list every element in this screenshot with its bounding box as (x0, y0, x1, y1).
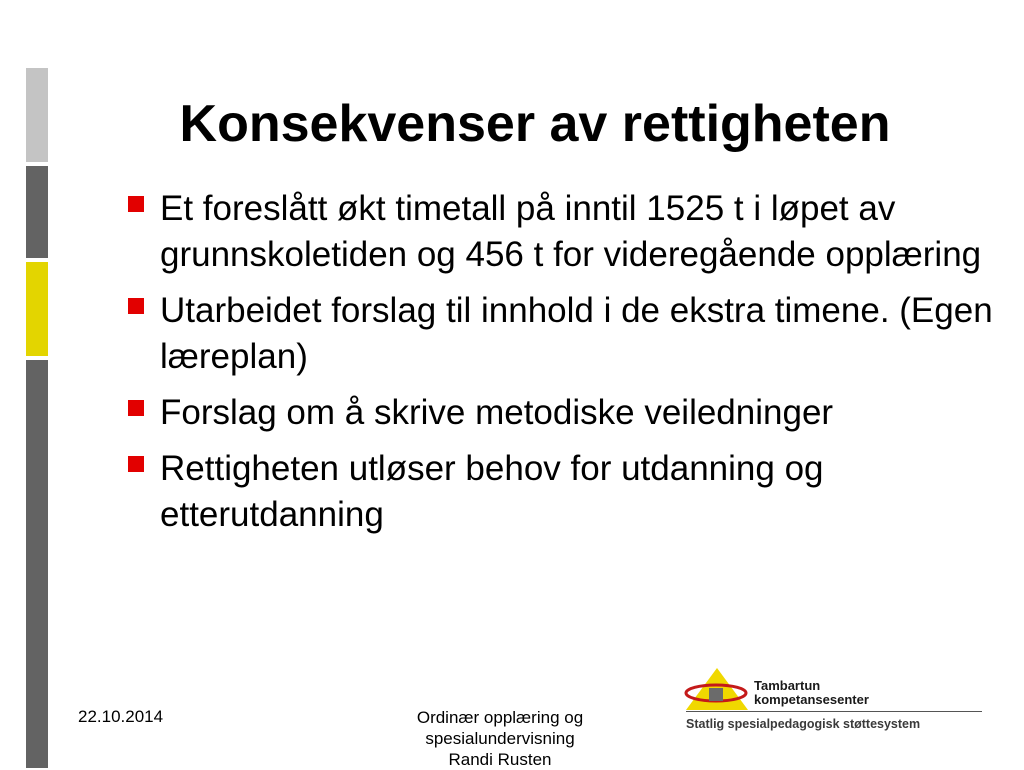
bullet-text: Utarbeidet forslag til innhold i de ekstra timene. (Egen læreplan) (160, 291, 993, 376)
bullet-item (124, 288, 994, 380)
logo-divider (686, 711, 982, 712)
slide-title: Konsekvenser av rettigheten (179, 94, 891, 153)
red-square-bullet-icon (128, 456, 144, 472)
footer-line: spesialundervisning (425, 729, 575, 748)
footer-center-text (395, 707, 605, 770)
red-square-bullet-icon (128, 196, 144, 212)
bullet-text: Et foreslått økt timetall på inntil 1525 t i løpet av grunnskoletiden og 456 t for videregående opplæring (160, 189, 982, 274)
side-bar-segment-light-gray (26, 68, 48, 162)
side-bar-segment-dark-gray-bottom (26, 360, 48, 768)
red-square-bullet-icon (128, 298, 144, 314)
tambartun-emblem-icon (682, 666, 752, 712)
logo-name-line: kompetansesenter (754, 692, 869, 707)
tambartun-logo (682, 666, 982, 736)
bullet-text: Rettigheten utløser behov for utdanning og etterutdanning (160, 449, 824, 534)
side-bar-segment-yellow (26, 262, 48, 356)
bullet-text: Forslag om å skrive metodiske veiledninger (160, 393, 834, 432)
footer-line: Randi Rusten (448, 750, 552, 769)
bullet-item (124, 446, 994, 538)
logo-tagline: Statlig spesialpedagogisk støttesystem (686, 717, 921, 731)
footer-line: Ordinær opplæring og (416, 708, 584, 727)
bullet-item (124, 186, 994, 278)
footer-date: 22.10.2014 (78, 707, 164, 726)
red-square-bullet-icon (128, 400, 144, 416)
logo-name-line: Tambartun (754, 678, 821, 693)
bullet-list (124, 186, 994, 548)
side-bar-segment-dark-gray (26, 166, 48, 258)
logo-name (754, 679, 869, 707)
bullet-item (124, 390, 994, 436)
